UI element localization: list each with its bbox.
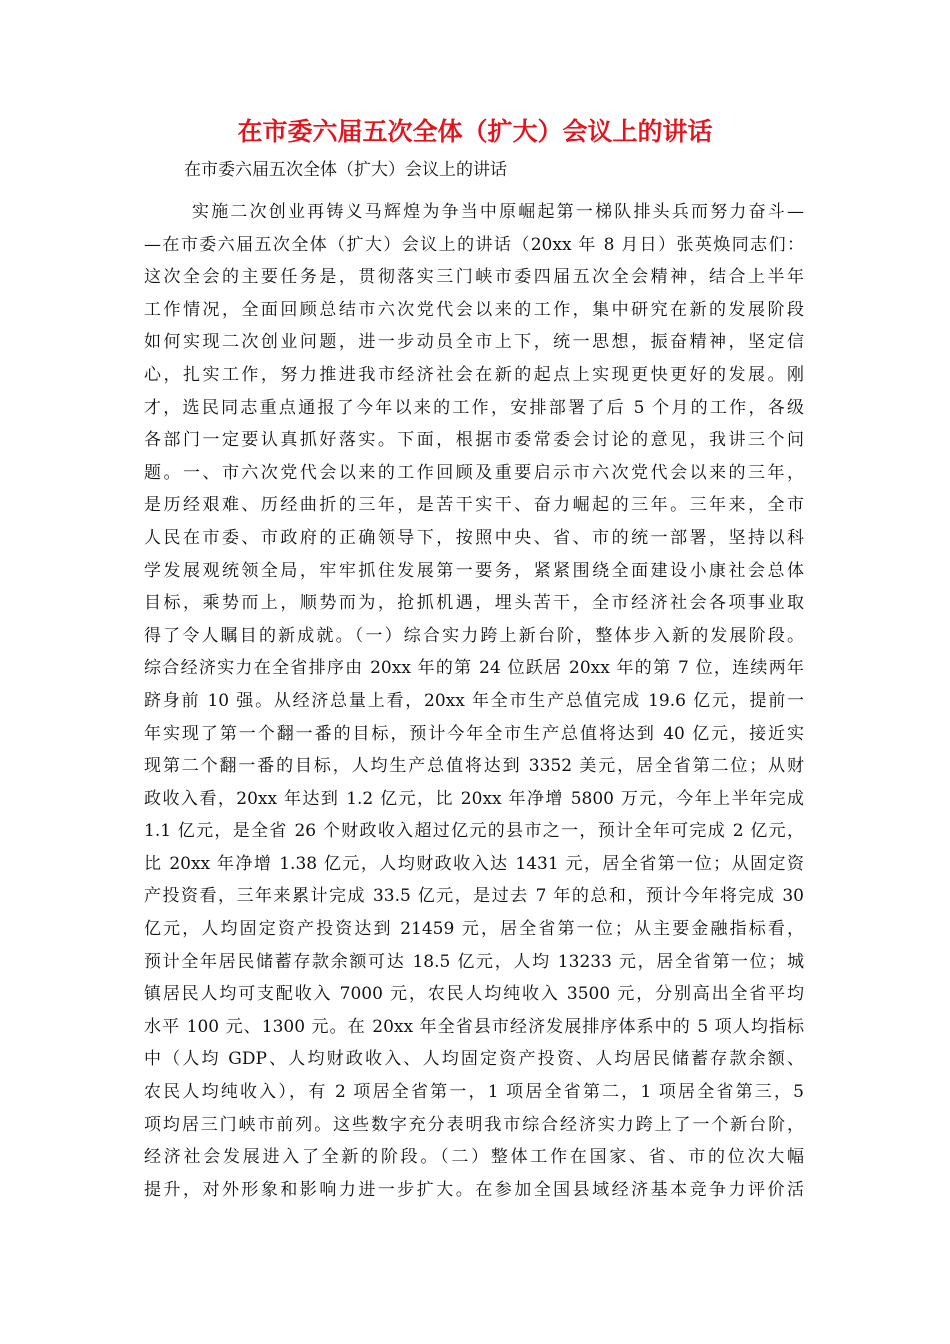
body-line: 才，选民同志重点通报了今年以来的工作，安排部署了后 5 个月的工作，各级 <box>144 397 804 418</box>
body-line: 实施二次创业再铸义马辉煌为争当中原崛起第一梯队排头兵而努力奋斗— <box>192 202 804 222</box>
body-line: 如何实现二次创业问题，进一步动员全市上下，统一思想，振奋精神，坚定信 <box>144 332 804 353</box>
body-line: 产投资看，三年来累计完成 33.5 亿元，是过去 7 年的总和，预计今年将完成 30 <box>144 886 804 907</box>
body-line: 水平 100 元、1300 元。在 20xx 年全省县市经济发展排序体系中的 5 项人均指标 <box>144 1016 804 1037</box>
body-line: 是历经艰难、历经曲折的三年，是苦干实干、奋力崛起的三年。三年来，全市 <box>144 495 804 516</box>
body-line: 得了令人瞩目的新成就。（一）综合实力跨上新台阶，整体步入新的发展阶段。 <box>144 625 804 646</box>
body-line: 目标，乘势而上，顺势而为，抢抓机遇，埋头苦干，全市经济社会各项事业取 <box>144 593 804 614</box>
document-subtitle: 在市委六届五次全体（扩大）会议上的讲话 <box>184 160 507 180</box>
body-line: 各部门一定要认真抓好落实。下面，根据市委常委会讨论的意见，我讲三个问 <box>144 430 804 451</box>
body-line: 题。一、市六次党代会以来的工作回顾及重要启示市六次党代会以来的三年， <box>144 462 804 483</box>
body-line: 农民人均纯收入），有 2 项居全省第一，1 项居全省第二，1 项居全省第三，5 <box>144 1082 804 1103</box>
body-line: 项均居三门峡市前列。这些数字充分表明我市综合经济实力跨上了一个新台阶， <box>144 1114 804 1135</box>
body-line: 年实现了第一个翻一番的目标，预计今年全市生产总值将达到 40 亿元，接近实 <box>144 723 804 744</box>
body-line: 镇居民人均可支配收入 7000 元，农民人均纯收入 3500 元，分别高出全省平均 <box>144 984 804 1005</box>
body-line: 政收入看，20xx 年达到 1.2 亿元，比 20xx 年净增 5800 万元，今年上半年完成 <box>144 788 804 809</box>
body-line: 这次全会的主要任务是，贯彻落实三门峡市委四届五次全会精神，结合上半年 <box>144 267 804 288</box>
document-body <box>144 196 804 1206</box>
body-line: 提升，对外形象和影响力进一步扩大。在参加全国县域经济基本竞争力评价活 <box>144 1179 804 1200</box>
body-line: 综合经济实力在全省排序由 20xx 年的第 24 位跃居 20xx 年的第 7 位，连续两年 <box>144 658 804 679</box>
document-title: 在市委六届五次全体（扩大）会议上的讲话 <box>237 117 713 146</box>
body-line: —在市委六届五次全体（扩大）会议上的讲话（20xx 年 8 月日）张英焕同志们： <box>144 234 804 255</box>
body-line: 1.1 亿元，是全省 26 个财政收入超过亿元的县市之一，预计全年可完成 2 亿元， <box>144 821 804 842</box>
body-line: 工作情况，全面回顾总结市六次党代会以来的工作，集中研究在新的发展阶段 <box>144 299 804 320</box>
body-line: 心，扎实工作，努力推进我市经济社会在新的起点上实现更快更好的发展。刚 <box>144 364 804 385</box>
body-line: 中（人均 GDP、人均财政收入、人均固定资产投资、人均居民储蓄存款余额、 <box>144 1049 804 1070</box>
body-line: 人民在市委、市政府的正确领导下，按照中央、省、市的统一部署，坚持以科 <box>144 527 804 548</box>
body-line: 经济社会发展进入了全新的阶段。（二）整体工作在国家、省、市的位次大幅 <box>144 1147 804 1168</box>
body-line: 预计全年居民储蓄存款余额可达 18.5 亿元，人均 13233 元，居全省第一位；城 <box>144 951 804 972</box>
body-line: 学发展观统领全局，牢牢抓住发展第一要务，紧紧围绕全面建设小康社会总体 <box>144 560 804 581</box>
body-line: 现第二个翻一番的目标，人均生产总值将达到 3352 美元，居全省第二位；从财 <box>144 756 804 777</box>
body-line: 亿元，人均固定资产投资达到 21459 元，居全省第一位；从主要金融指标看， <box>144 919 804 940</box>
body-line: 比 20xx 年净增 1.38 亿元，人均财政收入达 1431 元，居全省第一位；从固定资 <box>144 853 804 874</box>
body-line: 跻身前 10 强。从经济总量上看，20xx 年全市生产总值完成 19.6 亿元，提前一 <box>144 690 804 711</box>
